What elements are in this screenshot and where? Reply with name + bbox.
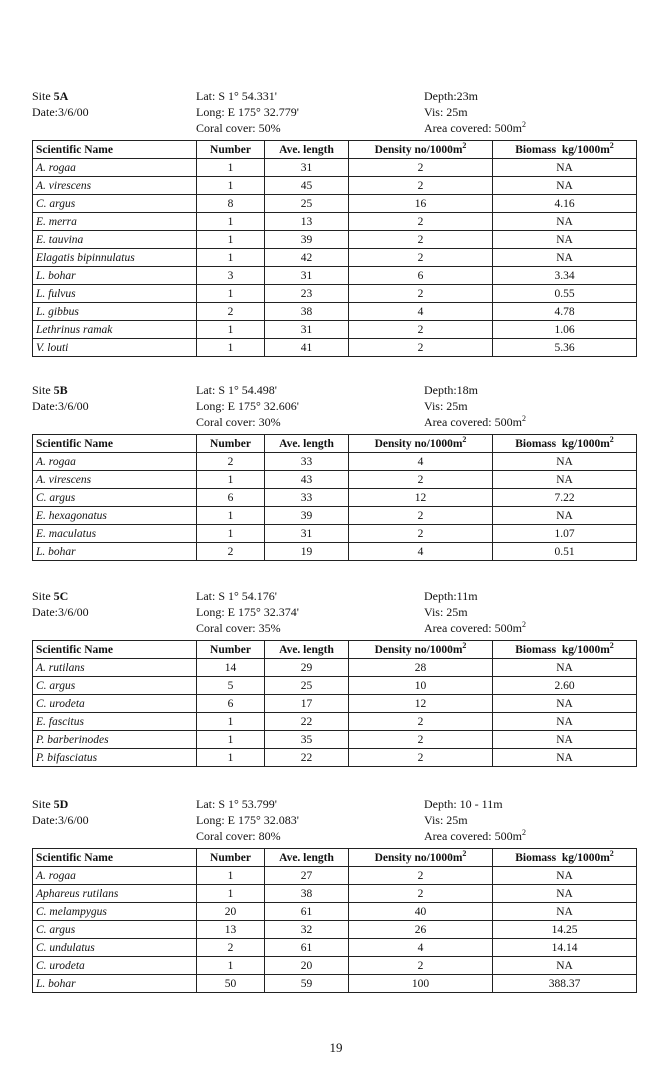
cell-ave-length: 38 — [265, 885, 349, 903]
site-coral-cover: Coral cover: 30% — [196, 415, 281, 429]
site-label — [32, 588, 68, 604]
density-superscript: 2 — [462, 848, 467, 858]
cell-biomass: 7.22 — [493, 489, 637, 507]
cell-biomass: 14.25 — [493, 921, 637, 939]
table-header-row — [33, 849, 637, 867]
cell-biomass: NA — [493, 471, 637, 489]
site-coral-cover: Coral cover: 50% — [196, 121, 281, 135]
col-density — [349, 141, 493, 159]
table-row — [33, 249, 637, 267]
density-label: Density no/1000m — [374, 143, 463, 156]
cell-biomass: NA — [493, 903, 637, 921]
cell-density: 16 — [349, 195, 493, 213]
cell-number: 1 — [197, 957, 265, 975]
table-row — [33, 177, 637, 195]
col-density — [349, 435, 493, 453]
site-coral-cover: Coral cover: 80% — [196, 829, 281, 843]
cell-ave-length: 31 — [265, 267, 349, 285]
col-density — [349, 849, 493, 867]
table-row — [33, 957, 637, 975]
table-row — [33, 749, 637, 767]
cell-number: 1 — [197, 285, 265, 303]
cell-density: 28 — [349, 659, 493, 677]
cell-scientific-name: A. rutilans — [33, 659, 197, 677]
site-prefix: Site — [32, 383, 54, 397]
cell-ave-length: 39 — [265, 231, 349, 249]
cell-number: 1 — [197, 321, 265, 339]
cell-number: 2 — [197, 939, 265, 957]
cell-scientific-name: P. barberinodes — [33, 731, 197, 749]
cell-density: 2 — [349, 159, 493, 177]
cell-biomass: NA — [493, 659, 637, 677]
site-latitude: Lat: S 1° 53.799' — [196, 797, 277, 811]
cell-density: 4 — [349, 303, 493, 321]
cell-scientific-name: Elagatis bipinnulatus — [33, 249, 197, 267]
col-scientific-name: Scientific Name — [33, 141, 197, 159]
cell-density: 4 — [349, 453, 493, 471]
col-number: Number — [197, 435, 265, 453]
cell-biomass: NA — [493, 249, 637, 267]
cell-scientific-name: E. fascitus — [33, 713, 197, 731]
cell-scientific-name: C. urodeta — [33, 957, 197, 975]
cell-ave-length: 19 — [265, 543, 349, 561]
area-text: Area covered: 500m — [424, 621, 522, 635]
cell-ave-length: 13 — [265, 213, 349, 231]
table-row — [33, 975, 637, 993]
cell-density: 100 — [349, 975, 493, 993]
cell-biomass: 14.14 — [493, 939, 637, 957]
site-longitude: Long: E 175° 32.779' — [196, 105, 299, 119]
biomass-label: Biomass kg/1000m — [515, 437, 610, 450]
cell-ave-length: 25 — [265, 195, 349, 213]
table-row — [33, 231, 637, 249]
cell-ave-length: 31 — [265, 321, 349, 339]
cell-density: 2 — [349, 507, 493, 525]
table-row — [33, 731, 637, 749]
site-label — [32, 382, 68, 398]
col-density — [349, 641, 493, 659]
cell-ave-length: 22 — [265, 749, 349, 767]
biomass-superscript: 2 — [609, 848, 614, 858]
cell-number: 1 — [197, 177, 265, 195]
cell-density: 2 — [349, 957, 493, 975]
site-prefix: Site — [32, 797, 54, 811]
cell-number: 13 — [197, 921, 265, 939]
table-row — [33, 453, 637, 471]
col-biomass — [493, 641, 637, 659]
cell-density: 40 — [349, 903, 493, 921]
cell-number: 14 — [197, 659, 265, 677]
cell-density: 2 — [349, 321, 493, 339]
cell-scientific-name: E. merra — [33, 213, 197, 231]
cell-biomass: NA — [493, 957, 637, 975]
cell-biomass: 0.51 — [493, 543, 637, 561]
cell-biomass: NA — [493, 749, 637, 767]
cell-biomass: NA — [493, 453, 637, 471]
site-id: 5A — [53, 89, 69, 103]
site-prefix: Site — [32, 589, 54, 603]
col-number: Number — [197, 641, 265, 659]
site-header — [32, 378, 636, 434]
cell-number: 1 — [197, 713, 265, 731]
table-row — [33, 677, 637, 695]
cell-scientific-name: E. maculatus — [33, 525, 197, 543]
site-latitude: Lat: S 1° 54.331' — [196, 89, 277, 103]
table-header-row — [33, 141, 637, 159]
cell-biomass: 0.55 — [493, 285, 637, 303]
cell-density: 6 — [349, 267, 493, 285]
col-scientific-name: Scientific Name — [33, 641, 197, 659]
cell-ave-length: 61 — [265, 939, 349, 957]
area-superscript: 2 — [521, 828, 526, 837]
cell-number: 1 — [197, 339, 265, 357]
table-row — [33, 903, 637, 921]
cell-scientific-name: C. argus — [33, 195, 197, 213]
cell-ave-length: 61 — [265, 903, 349, 921]
cell-ave-length: 31 — [265, 525, 349, 543]
species-table — [32, 848, 637, 993]
site-date: Date:3/6/00 — [32, 813, 89, 827]
cell-density: 4 — [349, 543, 493, 561]
area-superscript: 2 — [521, 120, 526, 129]
cell-density: 2 — [349, 713, 493, 731]
cell-scientific-name: E. tauvina — [33, 231, 197, 249]
cell-ave-length: 17 — [265, 695, 349, 713]
site-visibility: Vis: 25m — [424, 813, 468, 827]
biomass-superscript: 2 — [609, 640, 614, 650]
site-visibility: Vis: 25m — [424, 105, 468, 119]
cell-number: 1 — [197, 749, 265, 767]
cell-number: 5 — [197, 677, 265, 695]
site-header — [32, 584, 636, 640]
density-superscript: 2 — [462, 140, 467, 150]
cell-biomass: 3.34 — [493, 267, 637, 285]
cell-scientific-name: Aphareus rutilans — [33, 885, 197, 903]
cell-scientific-name: L. bohar — [33, 975, 197, 993]
species-table — [32, 140, 637, 357]
cell-biomass: NA — [493, 231, 637, 249]
table-row — [33, 285, 637, 303]
table-row — [33, 659, 637, 677]
cell-density: 2 — [349, 749, 493, 767]
site-label — [32, 88, 68, 104]
species-table — [32, 434, 637, 561]
site-latitude: Lat: S 1° 54.176' — [196, 589, 277, 603]
cell-scientific-name: A. virescens — [33, 471, 197, 489]
biomass-superscript: 2 — [609, 140, 614, 150]
cell-ave-length: 38 — [265, 303, 349, 321]
biomass-label: Biomass kg/1000m — [515, 643, 610, 656]
cell-number: 2 — [197, 303, 265, 321]
table-row — [33, 921, 637, 939]
site-block — [32, 584, 636, 767]
table-row — [33, 695, 637, 713]
col-ave-length: Ave. length — [265, 641, 349, 659]
cell-number: 1 — [197, 159, 265, 177]
area-text: Area covered: 500m — [424, 121, 522, 135]
cell-scientific-name: L. gibbus — [33, 303, 197, 321]
cell-number: 1 — [197, 231, 265, 249]
site-depth: Depth:18m — [424, 383, 478, 397]
table-row — [33, 321, 637, 339]
biomass-label: Biomass kg/1000m — [515, 143, 610, 156]
table-row — [33, 159, 637, 177]
site-visibility: Vis: 25m — [424, 399, 468, 413]
cell-number: 1 — [197, 885, 265, 903]
cell-scientific-name: C. argus — [33, 921, 197, 939]
cell-scientific-name: C. argus — [33, 489, 197, 507]
cell-biomass: NA — [493, 713, 637, 731]
cell-density: 2 — [349, 471, 493, 489]
area-text: Area covered: 500m — [424, 415, 522, 429]
site-header — [32, 84, 636, 140]
cell-biomass: NA — [493, 867, 637, 885]
cell-number: 1 — [197, 471, 265, 489]
cell-density: 12 — [349, 489, 493, 507]
col-scientific-name: Scientific Name — [33, 435, 197, 453]
biomass-superscript: 2 — [609, 434, 614, 444]
cell-density: 2 — [349, 249, 493, 267]
area-text: Area covered: 500m — [424, 829, 522, 843]
col-ave-length: Ave. length — [265, 849, 349, 867]
cell-number: 1 — [197, 525, 265, 543]
site-date: Date:3/6/00 — [32, 105, 89, 119]
site-area-covered — [424, 620, 526, 636]
col-biomass — [493, 141, 637, 159]
page-number: 19 — [329, 1040, 343, 1055]
cell-biomass: 2.60 — [493, 677, 637, 695]
site-longitude: Long: E 175° 32.606' — [196, 399, 299, 413]
cell-scientific-name: V. louti — [33, 339, 197, 357]
cell-biomass: NA — [493, 177, 637, 195]
cell-density: 12 — [349, 695, 493, 713]
cell-number: 1 — [197, 867, 265, 885]
species-table — [32, 640, 637, 767]
cell-number: 1 — [197, 507, 265, 525]
cell-ave-length: 23 — [265, 285, 349, 303]
table-row — [33, 213, 637, 231]
cell-biomass: NA — [493, 885, 637, 903]
cell-number: 2 — [197, 543, 265, 561]
cell-density: 4 — [349, 939, 493, 957]
table-row — [33, 267, 637, 285]
col-ave-length: Ave. length — [265, 435, 349, 453]
cell-density: 2 — [349, 885, 493, 903]
cell-density: 10 — [349, 677, 493, 695]
site-latitude: Lat: S 1° 54.498' — [196, 383, 277, 397]
table-row — [33, 303, 637, 321]
cell-ave-length: 59 — [265, 975, 349, 993]
cell-density: 2 — [349, 177, 493, 195]
site-depth: Depth: 10 - 11m — [424, 797, 503, 811]
col-number: Number — [197, 849, 265, 867]
cell-number: 20 — [197, 903, 265, 921]
cell-scientific-name: C. argus — [33, 677, 197, 695]
table-row — [33, 339, 637, 357]
site-date: Date:3/6/00 — [32, 605, 89, 619]
cell-ave-length: 22 — [265, 713, 349, 731]
cell-biomass: 1.07 — [493, 525, 637, 543]
col-ave-length: Ave. length — [265, 141, 349, 159]
cell-number: 50 — [197, 975, 265, 993]
cell-biomass: 388.37 — [493, 975, 637, 993]
site-date: Date:3/6/00 — [32, 399, 89, 413]
cell-density: 2 — [349, 731, 493, 749]
cell-ave-length: 27 — [265, 867, 349, 885]
cell-scientific-name: L. bohar — [33, 267, 197, 285]
cell-density: 2 — [349, 213, 493, 231]
cell-scientific-name: L. bohar — [33, 543, 197, 561]
cell-ave-length: 20 — [265, 957, 349, 975]
site-block — [32, 792, 636, 993]
site-prefix: Site — [32, 89, 54, 103]
table-header-row — [33, 435, 637, 453]
cell-biomass: 5.36 — [493, 339, 637, 357]
site-id: 5D — [53, 797, 69, 811]
cell-ave-length: 41 — [265, 339, 349, 357]
cell-density: 2 — [349, 231, 493, 249]
cell-number: 8 — [197, 195, 265, 213]
cell-ave-length: 32 — [265, 921, 349, 939]
site-block — [32, 378, 636, 561]
site-id: 5C — [53, 589, 69, 603]
cell-ave-length: 33 — [265, 489, 349, 507]
table-row — [33, 543, 637, 561]
cell-scientific-name: C. urodeta — [33, 695, 197, 713]
site-coral-cover: Coral cover: 35% — [196, 621, 281, 635]
area-superscript: 2 — [521, 620, 526, 629]
cell-ave-length: 33 — [265, 453, 349, 471]
table-row — [33, 713, 637, 731]
table-row — [33, 885, 637, 903]
site-visibility: Vis: 25m — [424, 605, 468, 619]
site-label — [32, 796, 68, 812]
cell-scientific-name: C. melampygus — [33, 903, 197, 921]
table-row — [33, 489, 637, 507]
cell-ave-length: 39 — [265, 507, 349, 525]
site-id: 5B — [53, 383, 68, 397]
cell-ave-length: 25 — [265, 677, 349, 695]
site-header — [32, 792, 636, 848]
table-row — [33, 867, 637, 885]
cell-density: 26 — [349, 921, 493, 939]
cell-ave-length: 42 — [265, 249, 349, 267]
cell-scientific-name: A. rogaa — [33, 453, 197, 471]
table-row — [33, 471, 637, 489]
site-block — [32, 84, 636, 357]
site-area-covered — [424, 828, 526, 844]
cell-density: 2 — [349, 285, 493, 303]
cell-density: 2 — [349, 339, 493, 357]
cell-number: 1 — [197, 213, 265, 231]
density-label: Density no/1000m — [374, 851, 463, 864]
table-row — [33, 195, 637, 213]
site-depth: Depth:23m — [424, 89, 478, 103]
density-superscript: 2 — [462, 640, 467, 650]
cell-scientific-name: E. hexagonatus — [33, 507, 197, 525]
site-area-covered — [424, 414, 526, 430]
cell-biomass: NA — [493, 213, 637, 231]
density-label: Density no/1000m — [374, 643, 463, 656]
cell-density: 2 — [349, 867, 493, 885]
cell-ave-length: 35 — [265, 731, 349, 749]
table-row — [33, 939, 637, 957]
biomass-label: Biomass kg/1000m — [515, 851, 610, 864]
table-row — [33, 525, 637, 543]
density-superscript: 2 — [462, 434, 467, 444]
table-header-row — [33, 641, 637, 659]
cell-ave-length: 43 — [265, 471, 349, 489]
cell-scientific-name: A. rogaa — [33, 159, 197, 177]
col-number: Number — [197, 141, 265, 159]
cell-ave-length: 31 — [265, 159, 349, 177]
col-biomass — [493, 435, 637, 453]
site-area-covered — [424, 120, 526, 136]
cell-scientific-name: L. fulvus — [33, 285, 197, 303]
cell-biomass: NA — [493, 695, 637, 713]
cell-number: 2 — [197, 453, 265, 471]
cell-scientific-name: P. bifasciatus — [33, 749, 197, 767]
cell-biomass: NA — [493, 731, 637, 749]
cell-number: 6 — [197, 695, 265, 713]
cell-scientific-name: Lethrinus ramak — [33, 321, 197, 339]
cell-biomass: 4.78 — [493, 303, 637, 321]
col-scientific-name: Scientific Name — [33, 849, 197, 867]
cell-number: 3 — [197, 267, 265, 285]
cell-scientific-name: A. virescens — [33, 177, 197, 195]
cell-ave-length: 29 — [265, 659, 349, 677]
table-row — [33, 507, 637, 525]
col-biomass — [493, 849, 637, 867]
area-superscript: 2 — [521, 414, 526, 423]
cell-scientific-name: A. rogaa — [33, 867, 197, 885]
cell-number: 1 — [197, 731, 265, 749]
site-longitude: Long: E 175° 32.083' — [196, 813, 299, 827]
cell-biomass: NA — [493, 507, 637, 525]
cell-biomass: 4.16 — [493, 195, 637, 213]
cell-biomass: NA — [493, 159, 637, 177]
cell-density: 2 — [349, 525, 493, 543]
cell-biomass: 1.06 — [493, 321, 637, 339]
cell-ave-length: 45 — [265, 177, 349, 195]
site-depth: Depth:11m — [424, 589, 478, 603]
cell-number: 6 — [197, 489, 265, 507]
cell-scientific-name: C. undulatus — [33, 939, 197, 957]
cell-number: 1 — [197, 249, 265, 267]
density-label: Density no/1000m — [374, 437, 463, 450]
site-longitude: Long: E 175° 32.374' — [196, 605, 299, 619]
